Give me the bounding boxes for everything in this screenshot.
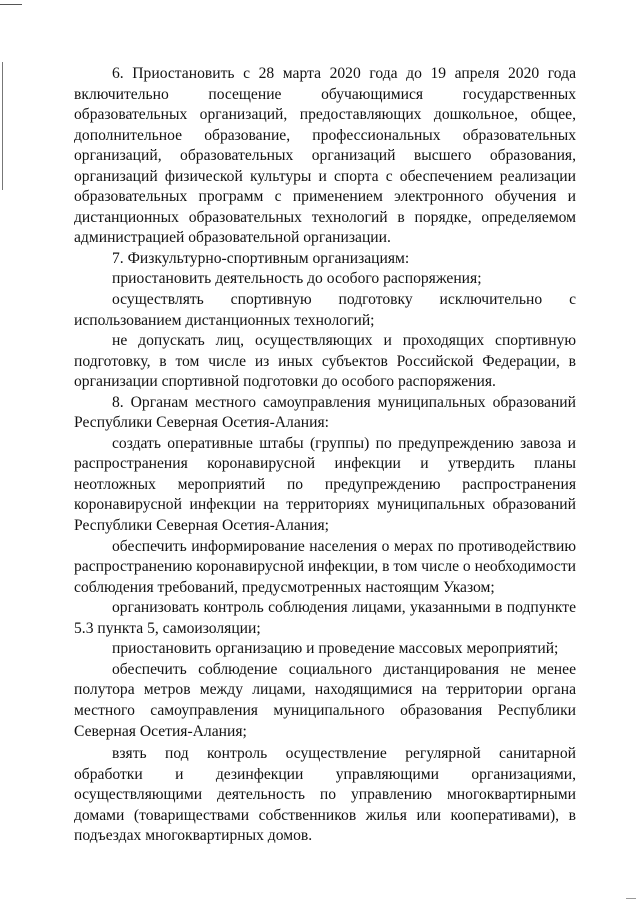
scan-corner-mark (626, 898, 636, 899)
paragraph-8-headquarters: создать оперативные штабы (группы) по предупреждению завоза и распространения коронавирусной инфекции и утвердить планы неотложных мероприятий по предупреждению распространения коронавирусной инфекции на территориях муниципальных образований Республики Северная Осетия-Алания; (74, 434, 576, 535)
paragraph-8-self-isolation: организовать контроль соблюдения лицами, указанными в подпункте 5.3 пункта 5, самоизоляции; (74, 599, 576, 637)
paragraph-7-no-admission: не допускать лиц, осуществляющих и проходящих спортивную подготовку, в том числе из иных субъектов Российской Федерации, в организации спортивной подготовки до особого распоряжения. (74, 332, 576, 391)
paragraph-8-disinfection: взять под контроль осуществление регулярной санитарной обработки и дезинфекции управляющими организациями, осуществляющими деятельность по управлению многоквартирными домами (товариществами собственников жилья или кооперативами), в подъездах многоквартирных домов. (74, 745, 576, 845)
paragraph-7-remote-training: осуществлять спортивную подготовку исключительно с использованием дистанционных технологий; (74, 291, 576, 329)
paragraph-8-mass-events: приостановить организацию и проведение массовых мероприятий; (112, 640, 559, 658)
paragraph-8-distancing: обеспечить соблюдение социального дистанцирования не менее полутора метров между лицами, находящимися на территории органа местного самоуправления муниципального образования Республики Северная Осетия-Алания; (74, 660, 576, 740)
paragraph-6: 6. Приостановить с 28 марта 2020 года до 19 апреля 2020 года включительно посещение обучающимися государственных образовательных организаций, предоставляющих дошкольное, общее, дополнительное образование, профессиональных образовательных организаций, образовательных организаций высшего образования, организаций физической культуры и спорта с обеспечением реализации образовательных программ с применением электронного обучения и дистанционных образовательных технологий в порядке, определяемом администрацией образовательной организации. (74, 65, 576, 247)
paragraph-7-suspend: приостановить деятельность до особого распоряжения; (112, 270, 482, 288)
scan-margin-mark (2, 62, 3, 190)
scan-edge-line (0, 4, 22, 5)
paragraph-8-heading: 8. Органам местного самоуправления муниципальных образований Республики Северная Осетия-Алания: (74, 393, 576, 432)
paragraph-7-heading: 7. Физкультурно-спортивным организациям: (112, 249, 410, 267)
paragraph-8-inform: обеспечить информирование населения о мерах по противодействию распространению коронавирусной инфекции, в том числе о необходимости соблюдения требований, предусмотренных настоящим Указом; (74, 537, 576, 596)
document-body (74, 64, 576, 847)
